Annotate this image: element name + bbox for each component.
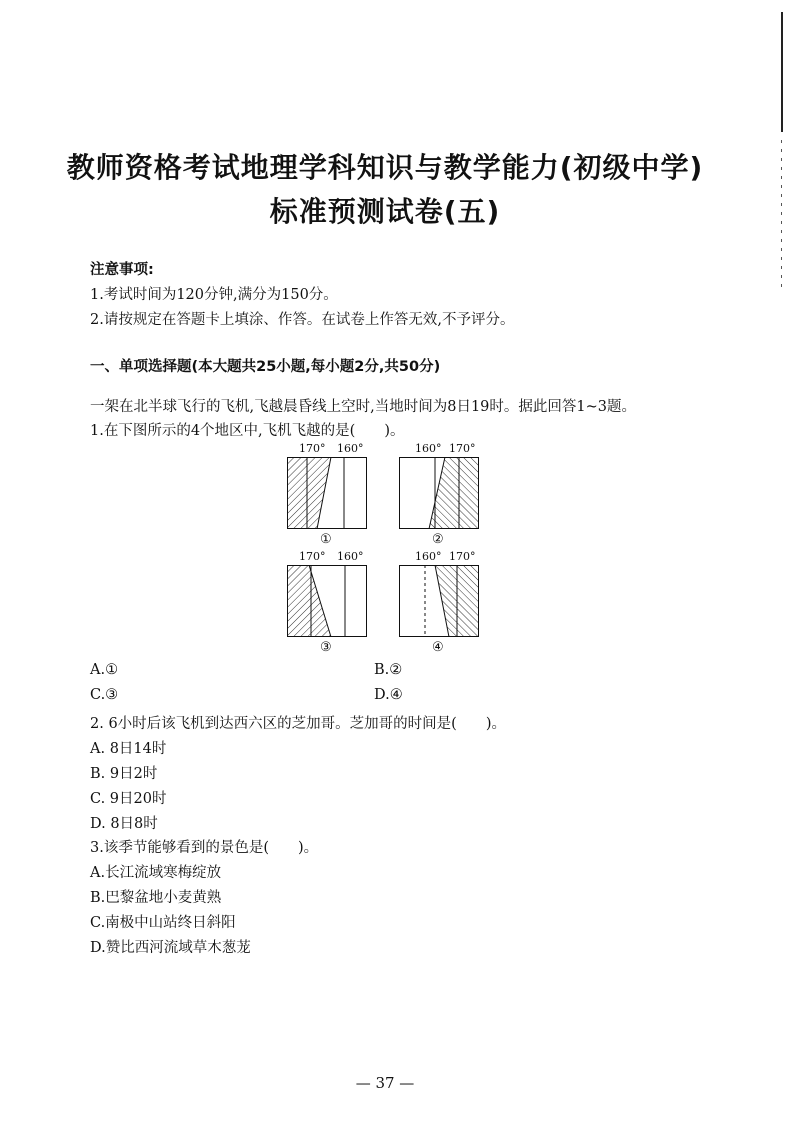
- longitude-label: 160°: [337, 550, 364, 563]
- panel-diagram: [399, 565, 479, 637]
- longitude-label: 170°: [299, 550, 326, 563]
- option-a: A. 8日14时: [90, 741, 167, 757]
- option-b: B. 9日2时: [90, 766, 158, 782]
- notes-item: 2.请按规定在答题卡上填涂、作答。在试卷上作答无效,不予评分。: [90, 312, 515, 328]
- option-c: C.③: [90, 687, 119, 703]
- notes-heading: 注意事项:: [90, 262, 154, 278]
- section-heading: 一、单项选择题(本大题共25小题,每小题2分,共50分): [90, 359, 441, 375]
- longitude-label: 170°: [449, 442, 476, 455]
- longitude-label: 170°: [449, 550, 476, 563]
- longitude-label: 160°: [337, 442, 364, 455]
- page-number: — 37 —: [355, 1074, 415, 1092]
- scan-edge-line: [781, 12, 783, 132]
- scan-edge-dots: [781, 140, 782, 290]
- question-stem: 1.在下图所示的4个地区中,飞机飞越的是( )。: [90, 423, 405, 439]
- longitude-label: 160°: [415, 442, 442, 455]
- option-c: C.南极中山站终日斜阳: [90, 915, 236, 931]
- figure-panel-3: [287, 550, 367, 655]
- question-intro: 一架在北半球飞行的飞机,飞越晨昏线上空时,当地时间为8日19时。据此回答1~3题。: [90, 399, 636, 415]
- option-b: B.②: [374, 662, 403, 678]
- figure-panel-2: [399, 442, 479, 547]
- option-d: D.赞比西河流域草木葱茏: [90, 940, 251, 956]
- longitude-label: 160°: [415, 550, 442, 563]
- option-c: C. 9日20时: [90, 791, 167, 807]
- question-stem: 3.该季节能够看到的景色是( )。: [90, 840, 319, 856]
- figure-panel-4: [399, 550, 479, 655]
- notes-item: 1.考试时间为120分钟,满分为150分。: [90, 287, 338, 303]
- option-d: D.④: [374, 687, 403, 703]
- option-a: A.长江流域寒梅绽放: [90, 865, 222, 881]
- option-a: A.①: [90, 662, 119, 678]
- option-d: D. 8日8时: [90, 816, 158, 832]
- panel-caption: ①: [320, 532, 332, 547]
- exam-title-line2: 标准预测试卷(五): [269, 195, 501, 228]
- panel-diagram: [287, 457, 367, 529]
- option-b: B.巴黎盆地小麦黄熟: [90, 890, 222, 906]
- question-stem: 2. 6小时后该飞机到达西六区的芝加哥。芝加哥的时间是( )。: [90, 716, 506, 732]
- exam-title-line1: 教师资格考试地理学科知识与教学能力(初级中学): [66, 151, 704, 184]
- panel-diagram: [287, 565, 367, 637]
- panel-caption: ②: [432, 532, 444, 547]
- panel-diagram: [399, 457, 479, 529]
- figure-panel-1: [287, 442, 367, 547]
- panel-caption: ④: [432, 640, 444, 655]
- longitude-label: 170°: [299, 442, 326, 455]
- panel-caption: ③: [320, 640, 332, 655]
